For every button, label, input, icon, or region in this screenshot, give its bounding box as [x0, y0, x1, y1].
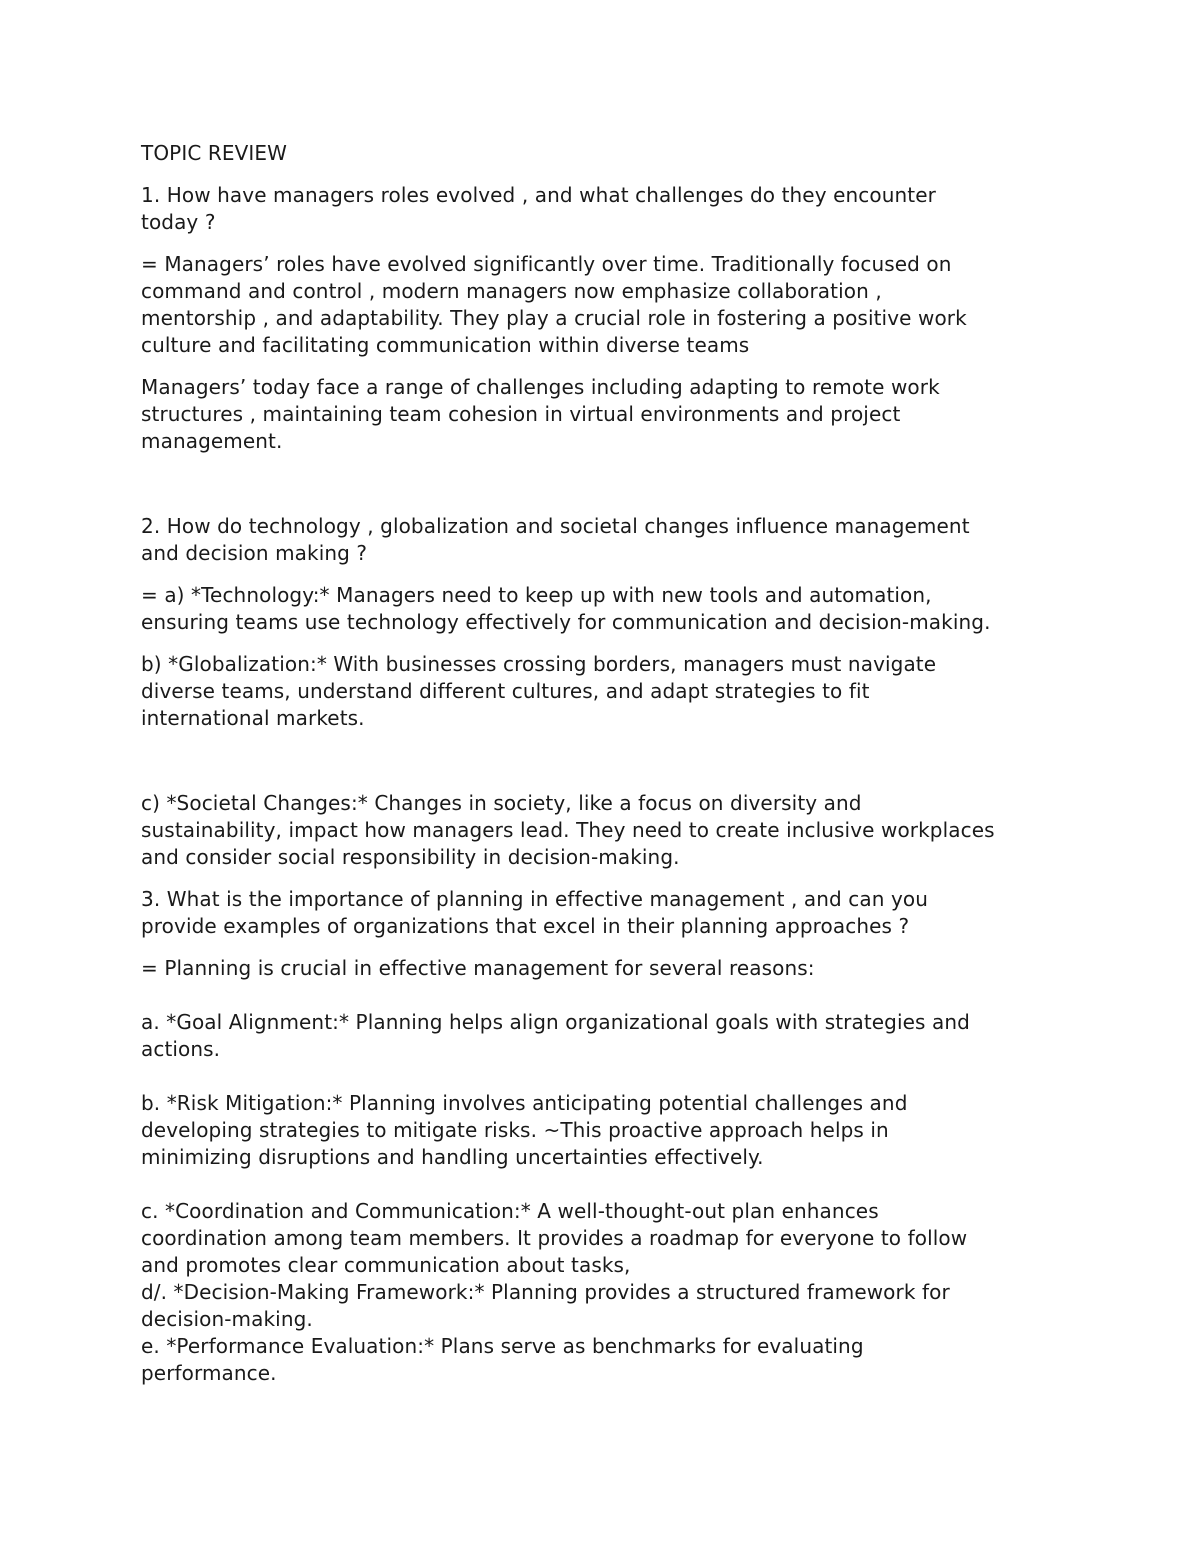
question-1-line: 1. How have managers roles evolved , and what challenges do they encounter — [141, 183, 936, 207]
answer-2-globalization — [141, 651, 1061, 732]
answer-line: sustainability, impact how managers lead. They need to create inclusive workplaces — [141, 818, 995, 842]
answer-line: management. — [141, 429, 283, 453]
answer-line: mentorship , and adaptability. They play a crucial role in fostering a positive work — [141, 306, 967, 330]
answer-line: coordination among team members. It provides a roadmap for everyone to follow — [141, 1226, 968, 1250]
answer-line: b. *Risk Mitigation:* Planning involves anticipating potential challenges and — [141, 1091, 908, 1115]
answer-2-technology — [141, 582, 1061, 636]
question-2 — [141, 513, 1061, 567]
answer-line: diverse teams, understand different cultures, and adapt strategies to fit — [141, 679, 870, 703]
answer-line: c) *Societal Changes:* Changes in society, like a focus on diversity and — [141, 791, 862, 815]
question-3-line: provide examples of organizations that excel in their planning approaches ? — [141, 914, 910, 938]
document-title: TOPIC REVIEW — [141, 141, 287, 165]
answer-line: ensuring teams use technology effectively for communication and decision-making. — [141, 610, 991, 634]
answer-1-paragraph-1 — [141, 251, 1061, 359]
question-2-line: and decision making ? — [141, 541, 368, 565]
answer-2-societal-changes — [141, 790, 1061, 871]
answer-1-paragraph-2 — [141, 374, 1061, 455]
answer-line: e. *Performance Evaluation:* Plans serve as benchmarks for evaluating — [141, 1334, 864, 1358]
answer-line: Managers’ today face a range of challenges including adapting to remote work — [141, 375, 940, 399]
answer-line: structures , maintaining team cohesion in virtual environments and project — [141, 402, 901, 426]
answer-line: and consider social responsibility in decision-making. — [141, 845, 680, 869]
answer-line: performance. — [141, 1361, 277, 1385]
answer-3-risk-mitigation — [141, 1090, 1061, 1171]
answer-line: culture and facilitating communication within diverse teams — [141, 333, 750, 357]
question-2-line: 2. How do technology , globalization and societal changes influence management — [141, 514, 970, 538]
answer-3-goal-alignment — [141, 1009, 1061, 1063]
answer-line: actions. — [141, 1037, 221, 1061]
question-3-line: 3. What is the importance of planning in effective management , and can you — [141, 887, 929, 911]
answer-line: developing strategies to mitigate risks. ~This proactive approach helps in — [141, 1118, 889, 1142]
answer-3-coordination-decision-performance — [141, 1198, 1061, 1387]
question-1-line: today ? — [141, 210, 216, 234]
answer-line: b) *Globalization:* With businesses crossing borders, managers must navigate — [141, 652, 937, 676]
answer-line: = a) *Technology:* Managers need to keep up with new tools and automation, — [141, 583, 932, 607]
answer-line: decision-making. — [141, 1307, 313, 1331]
answer-line: = Planning is crucial in effective management for several reasons: — [141, 956, 815, 980]
document-body — [141, 140, 1061, 1387]
answer-line: a. *Goal Alignment:* Planning helps align organizational goals with strategies and — [141, 1010, 970, 1034]
answer-line: minimizing disruptions and handling uncertainties effectively. — [141, 1145, 764, 1169]
answer-line: d/. *Decision-Making Framework:* Planning provides a structured framework for — [141, 1280, 950, 1304]
answer-line: international markets. — [141, 706, 365, 730]
answer-line: = Managers’ roles have evolved significantly over time. Traditionally focused on — [141, 252, 952, 276]
answer-line: c. *Coordination and Communication:* A well-thought-out plan enhances — [141, 1199, 879, 1223]
answer-3-intro — [141, 955, 1061, 982]
answer-line: and promotes clear communication about tasks, — [141, 1253, 631, 1277]
answer-line: command and control , modern managers now emphasize collaboration , — [141, 279, 882, 303]
question-1 — [141, 182, 1061, 236]
question-3 — [141, 886, 1061, 940]
